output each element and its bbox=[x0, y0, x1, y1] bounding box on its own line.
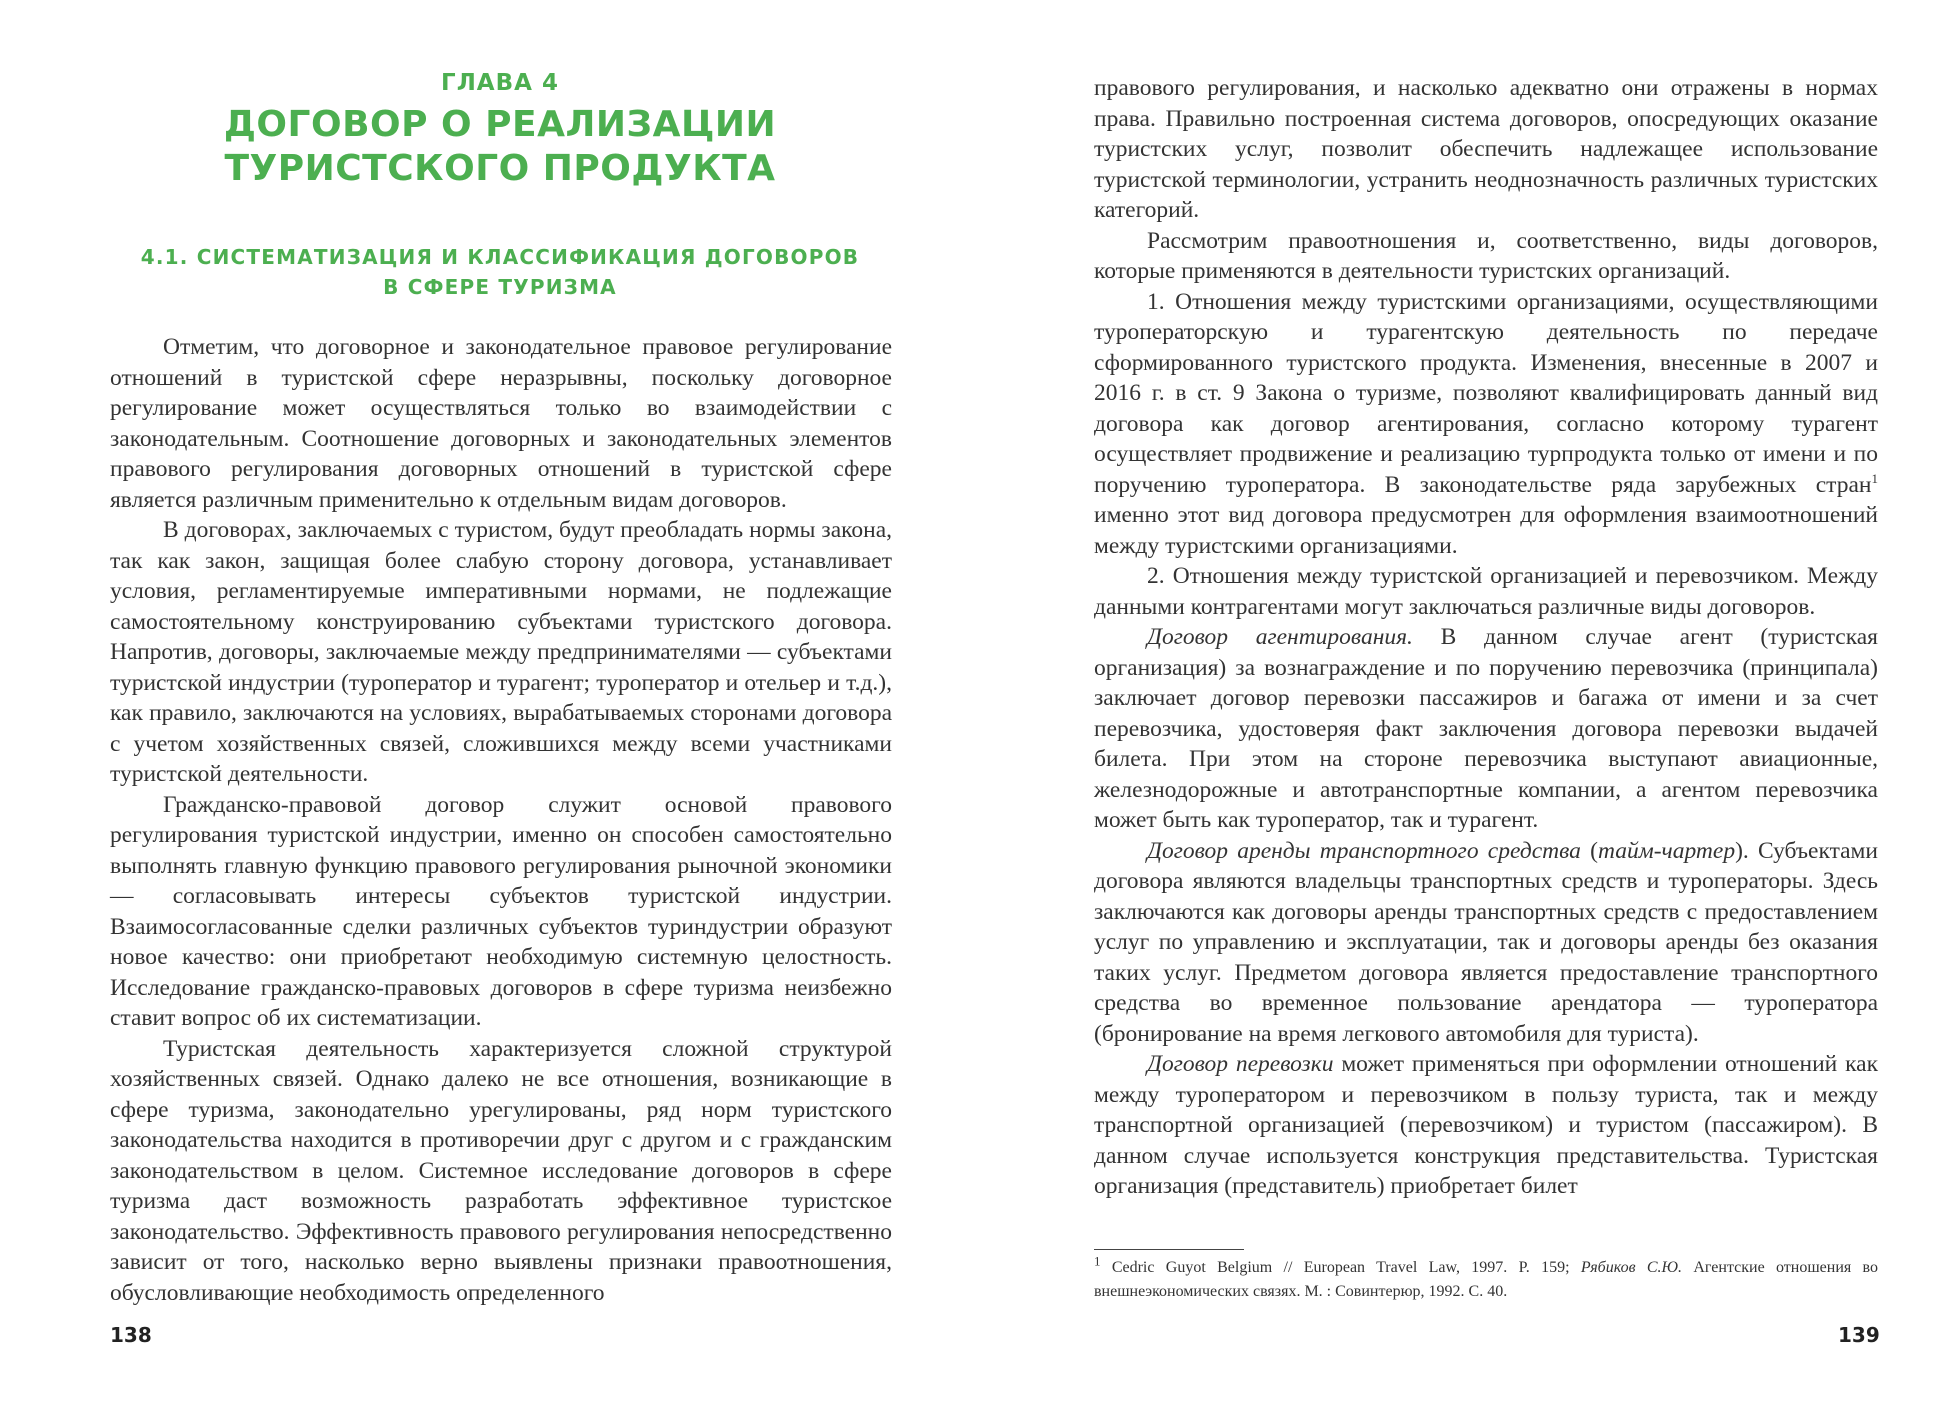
paragraph: В договорах, заключаемых с туристом, будут преобладать нормы закона, так как закон, защищая более слабую сторону договора, устанавливает условия, регламентируемые императивными нормами, не подлежащие самостоятельному конструированию субъектами туристского договора. Напротив, договоры, заключаемые между предпринимателями — субъектами туристской индустрии (туроператор и турагент; туроператор и отельер и т.д.), как правило, заключаются на условиях, вырабатываемых сторонами договора с учетом хозяйственных связей, сложившихся между всеми участниками туристской деятельности. bbox=[110, 517, 892, 787]
term: тайм-чартер bbox=[1597, 837, 1736, 864]
left-body bbox=[110, 332, 892, 1308]
paragraph: правового регулирования, и насколько адекватно они отражены в нормах права. Правильно построенная система договоров, опосредующих оказание туристских услуг, позволит обеспечить надлежащее использование туристской терминологии, устранить неоднозначность различных туристских категорий. bbox=[1094, 75, 1878, 223]
footnote-ref: 1 bbox=[1871, 470, 1878, 486]
paragraph-text: именно этот вид договора предусмотрен для оформления взаимоотношений между туристскими организациями. bbox=[1094, 502, 1878, 559]
chapter-label: ГЛАВА 4 bbox=[441, 70, 559, 96]
footnote-author: Рябиков С.Ю. bbox=[1580, 1259, 1683, 1276]
paragraph: Туристская деятельность характеризуется сложной структурой хозяйственных связей. Однако далеко не все отношения, возникающие в сфере туризма, законодательно урегулированы, ряд норм туристского законодательства находится в противоречии друг с другом и с гражданским законодательством в целом. Системное исследование договоров в сфере туризма даст возможность разработать эффективное туристское законодательство. Эффективность правового регулирования непосредственно зависит от того, насколько верно выявлены признаки правоотношения, обусловливающие необходимость определенного bbox=[110, 1035, 892, 1306]
footnote-mark: 1 bbox=[1094, 1253, 1101, 1269]
term: Договор аренды транспортного средства bbox=[1147, 837, 1581, 864]
footnote-text: Cedric Guyot Belgium // European Travel Law, 1997. P. 159; bbox=[1100, 1259, 1581, 1276]
paragraph bbox=[1094, 287, 1878, 562]
footnote-divider bbox=[1094, 1249, 1244, 1250]
paren: ( bbox=[1580, 837, 1598, 864]
term: Договор агентирования. bbox=[1147, 624, 1413, 650]
paragraph-text: 1. Отношения между туристскими организациями, осуществляющими туроператорскую и турагентскую деятельность по передаче сформированного туристского продукта. Изменения, внесенные в 2007 и 2016 г. в ст. 9 Закона о туризме, позволяют квалифицировать данный вид договора как договор агентирования, согласно которому турагент осуществляет продвижение и реализацию турпродукта только от имени и по поручению туроператора. В законодательстве ряда зарубежных стран bbox=[1094, 288, 1878, 498]
footnote-text: Агентские отношения во внешнеэкономических связях. М. : Совинтерюр, 1992. С. 40. bbox=[1094, 1259, 1879, 1300]
right-body bbox=[1094, 73, 1878, 1202]
paragraph-text: В данном случае агент (туристская организация) за вознаграждение и по поручению перевозчика (принципала) заключает договор перевозки пассажиров и багажа от имени и за счет перевозчика, удостоверяя факт заключения договора перевозки выдачей билета. При этом на стороне перевозчика выступают авиационные, железнодорожные и автотранспортные компании, а агентом перевозчика может быть как туроператор, так и турагент. bbox=[1094, 624, 1878, 833]
section-title: 4.1. СИСТЕМАТИЗАЦИЯ И КЛАССИФИКАЦИЯ ДОГОВОРОВ В СФЕРЕ ТУРИЗМА bbox=[140, 245, 860, 299]
paragraph bbox=[1094, 1049, 1878, 1202]
paragraph-text: может применяться при оформлении отношений как между туроператором и перевозчиком в пользу туриста, так и между транспортной организацией (перевозчиком) и туристом (пассажиром). В данном случае используется конструкция представительства. Туристская организация (представитель) приобретает билет bbox=[1094, 1051, 1878, 1199]
page-number-right: 139 bbox=[1838, 1323, 1880, 1347]
paragraph: Отметим, что договорное и законодательное правовое регулирование отношений в туристской сфере неразрывны, поскольку договорное регулирование может осуществляться только во взаимодействии с законодательным. Соотношение договорных и законодательных элементов правового регулирования договорных отношений в туристской сфере является различным применительно к отдельным видам договоров. bbox=[110, 334, 892, 513]
paragraph bbox=[1094, 622, 1878, 836]
paragraph: Гражданско-правовой договор служит основой правового регулирования туристской индустрии, именно он способен самостоятельно выполнять главную функцию правового регулирования рыночной экономики — согласовывать интересы субъектов туристской индустрии. Взаимосогласованные сделки различных субъектов туриндустрии образуют новое качество: они приобретают необходимую системную целостность. Исследование гражданско-правовых договоров в сфере туризма неизбежно ставит вопрос об их систематизации. bbox=[110, 791, 892, 1031]
term: Договор перевозки bbox=[1147, 1051, 1334, 1077]
footnote bbox=[1094, 1253, 1879, 1304]
page-number-left: 138 bbox=[110, 1323, 152, 1347]
paragraph: Рассмотрим правоотношения и, соответственно, виды договоров, которые применяются в деятельности туристских организаций. bbox=[1094, 227, 1878, 284]
chapter-title: ДОГОВОР О РЕАЛИЗАЦИИ ТУРИСТСКОГО ПРОДУКТА bbox=[223, 104, 777, 189]
paragraph bbox=[1094, 836, 1878, 1050]
paragraph-text: ). Субъектами договора являются владельцы транспортных средств и туроператоры. Здесь заключаются как договоры аренды транспортных средств с предоставлением услуг по управлению и эксплуатации, так и договоры аренды без оказания таких услуг. Предметом договора является предоставление транспортного средства во временное пользование арендатора — туроператора (бронирование на время легкового автомобиля для туриста). bbox=[1094, 837, 1879, 1047]
paragraph: 2. Отношения между туристской организацией и перевозчиком. Между данными контрагентами могут заключаться различные виды договоров. bbox=[1094, 563, 1878, 620]
